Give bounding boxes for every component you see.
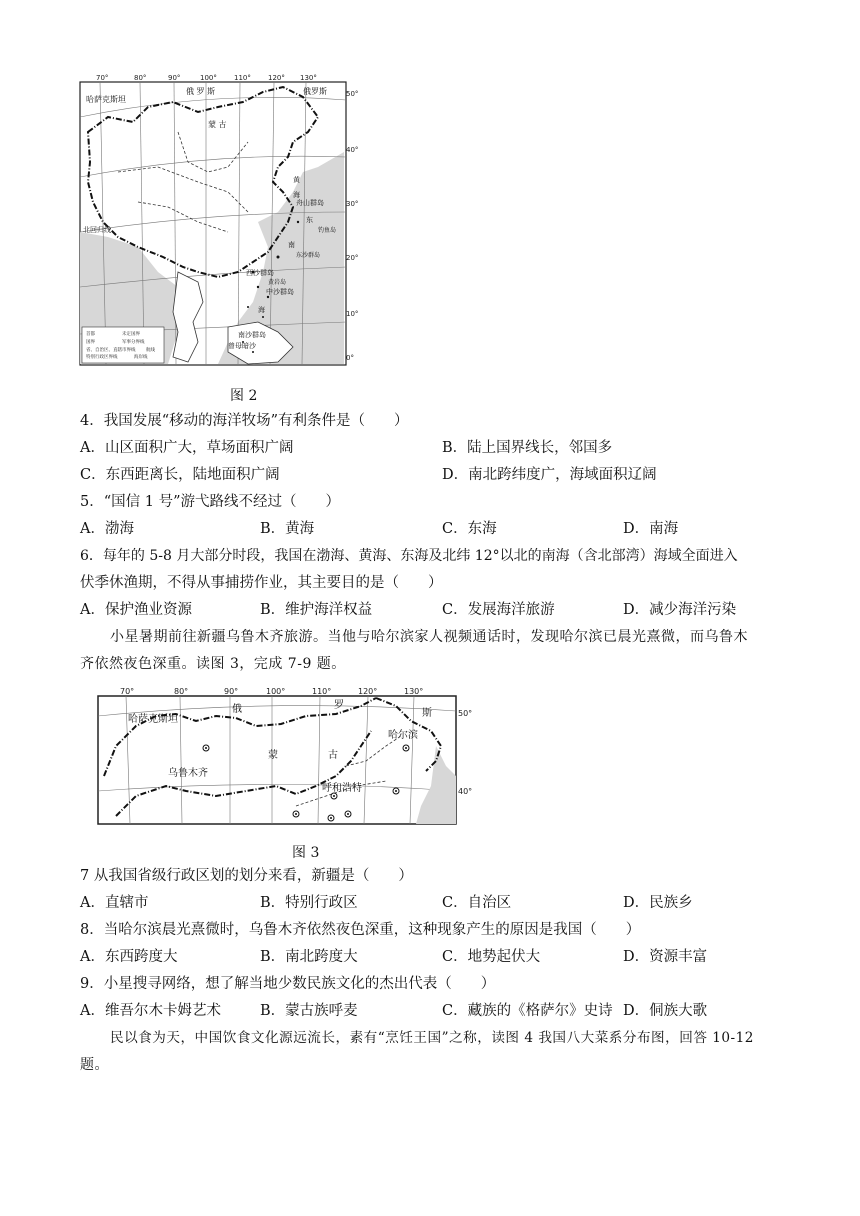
q7-option-c: C．自治区 [442,895,512,911]
q5-option-b: B．黄海 [260,521,315,537]
q5-option-a: A．渤海 [80,521,134,537]
q9-option-d: D．侗族大歌 [623,1003,708,1019]
question-6-stem-line1: 6．每年的 5-8 月大部分时段，我国在渤海、黄海、东海及北纬 12°以北的南海（含北部湾）海域全面进入 [80,548,738,564]
q5-option-d: D．南海 [623,521,679,537]
q4-option-d: D．南北跨纬度广，海域面积辽阔 [442,467,657,483]
map-label: 斯 [422,708,432,719]
q4-option-c: C．东西距离长，陆地面积广阔 [80,467,280,483]
map-label: 哈尔滨 [388,730,418,741]
q4-option-b: B．陆上国界线长，邻国多 [442,440,613,456]
map-label: 中沙群岛 [266,288,294,296]
legend-item: 省、自治区、直辖市界线 [86,348,136,353]
map-label: 海 [293,191,300,199]
map-label: 南沙群岛 [238,331,266,339]
q9-option-a: A．维吾尔木卡姆艺术 [80,1003,221,1019]
q6-option-d: D．减少海洋污染 [623,602,737,618]
q9-option-b: B．蒙古族呼麦 [260,1003,358,1019]
question-4-stem: 4．我国发展“移动的海洋牧场”有利条件是（ ） [80,413,409,429]
question-5-stem: 5．“国信 1 号”游弋路线不经过（ ） [80,494,340,510]
lat-label: 50° [346,90,359,98]
legend-item: 未定国界 [122,332,140,337]
legend-item: 军事分界线 [122,340,145,345]
lon-label: 120° [268,74,285,82]
map-label: 西沙群岛 [246,269,274,277]
figure-3-caption: 图 3 [292,845,320,861]
map-label: 哈萨克斯坦 [128,714,178,725]
lat-label: 10° [346,310,359,318]
lat-label: 30° [346,200,359,208]
q8-option-a: A．东西跨度大 [80,949,178,965]
map-label: 哈萨克斯坦 [86,95,126,104]
q5-option-c: C．东海 [442,521,497,537]
lon-label: 70° [96,74,109,82]
lon-label: 100° [200,74,217,82]
figure-3-map [96,686,474,826]
map-label: 乌鲁木齐 [168,768,208,779]
legend-item: 国界 [86,340,95,345]
lat-label: 50° [458,709,473,718]
q8-option-d: D．资源丰富 [623,949,708,965]
intro-7-9-line2: 齐依然夜色深重。读图 3，完成 7-9 题。 [80,656,346,672]
lon-label: 100° [266,687,286,696]
map-label: 海 [258,306,265,314]
legend-item: 航线 [146,348,155,353]
map-label: 曾母暗沙 [228,342,256,350]
map-label: 黄 [293,176,300,184]
q8-option-b: B．南北跨度大 [260,949,358,965]
map-label: 呼和浩特 [322,783,362,794]
q4-option-a: A．山区面积广大，草场面积广阔 [80,440,294,456]
intro-7-9-line1: 小星暑期前往新疆乌鲁木齐旅游。当他与哈尔滨家人视频通话时，发现哈尔滨已晨光熹微，而乌鲁木 [110,629,748,645]
map-label: 北回归线 [83,226,111,234]
q7-option-d: D．民族乡 [623,895,693,911]
intro-10-12-line1: 民以食为天，中国饮食文化源远流长，素有“烹饪王国”之称，读图 4 我国八大菜系分布图，回答 10-12 [110,1030,754,1046]
lat-label: 20° [346,254,359,262]
map-label: 钓鱼岛 [318,227,337,234]
china-map-svg [78,72,360,368]
lat-label: 40° [346,146,359,154]
q8-option-c: C．地势起伏大 [442,949,541,965]
q7-option-b: B．特别行政区 [260,895,358,911]
lon-label: 80° [134,74,147,82]
figure-2-caption: 图 2 [230,388,258,404]
map-label: 蒙 [268,750,278,761]
lon-label: 110° [234,74,251,82]
map-label: 东沙群岛 [296,252,321,259]
lon-label: 90° [168,74,181,82]
lat-label: 40° [458,787,473,796]
question-9-stem: 9．小星搜寻网络，想了解当地少数民族文化的杰出代表（ ） [80,976,496,992]
map-label: 蒙 古 [208,120,227,129]
map-label: 南 [288,241,295,249]
q6-option-a: A．保护渔业资源 [80,602,192,618]
north-china-map-svg [96,686,474,826]
legend-item: 首都 [86,332,95,337]
intro-10-12-line2: 题。 [80,1057,109,1073]
lon-label: 120° [358,687,378,696]
q9-option-c: C．藏族的《格萨尔》史诗 [442,1003,613,1019]
q7-option-a: A．直辖市 [80,895,149,911]
lon-label: 80° [174,687,189,696]
lon-label: 70° [120,687,135,696]
map-label: 舟山群岛 [296,199,324,207]
map-label: 黄岩岛 [268,279,287,286]
question-8-stem: 8．当哈尔滨晨光熹微时，乌鲁木齐依然夜色深重，这种现象产生的原因是我国（ ） [80,922,641,938]
question-7-stem: 7 从我国省级行政区划的划分来看，新疆是（ ） [80,868,413,884]
legend-item: 特别行政区界线 [86,355,118,360]
lon-label: 90° [224,687,239,696]
lon-label: 130° [300,74,317,82]
map-label: 俄 罗 斯 [186,87,216,96]
lon-label: 110° [312,687,332,696]
map-label: 俄 [232,704,242,715]
map-legend [82,327,164,363]
map-label: 古 [328,750,338,761]
lat-label: 0° [346,354,354,362]
map-label: 东 [306,216,313,224]
figure-2-map [78,72,360,368]
q6-option-b: B．维护海洋权益 [260,602,373,618]
lon-label: 130° [404,687,424,696]
map-label: 罗 [334,700,344,711]
legend-item: 海岸线 [134,355,148,360]
map-label: 俄罗斯 [303,87,327,96]
q6-option-c: C．发展海洋旅游 [442,602,555,618]
question-6-stem-line2: 伏季休渔期，不得从事捕捞作业，其主要目的是（ ） [80,575,443,591]
